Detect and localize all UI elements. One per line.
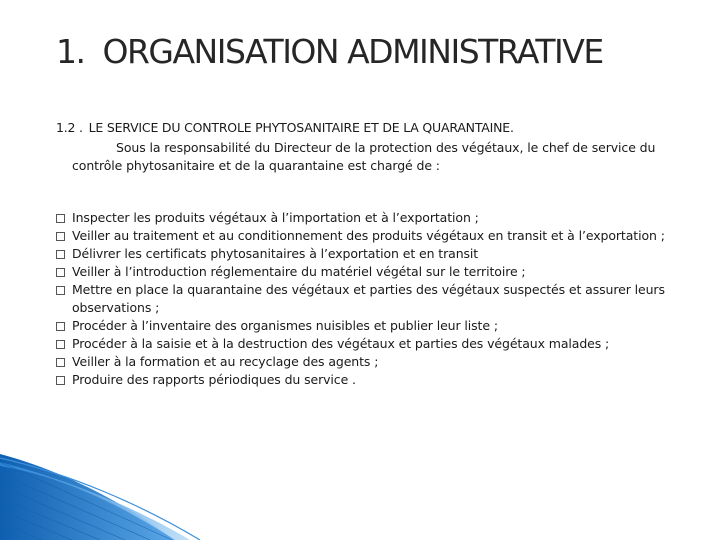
checkbox-bullet-icon: [56, 340, 65, 349]
list-item-text: Veiller à l’introduction réglementaire du matériel végétal sur le territoire ;: [72, 264, 526, 279]
decorative-wave-graphic: [0, 440, 720, 540]
title-number: 1.: [56, 32, 85, 71]
checkbox-bullet-icon: [56, 322, 65, 331]
list-item-text: Procéder à l’inventaire des organismes nuisibles et publier leur liste ;: [72, 318, 498, 333]
list-item: [56, 353, 676, 371]
list-item-text: Délivrer les certificats phytosanitaires à l’exportation et en transit: [72, 246, 479, 261]
list-item: [56, 245, 676, 263]
checkbox-bullet-icon: [56, 250, 65, 259]
list-item-text: Mettre en place la quarantaine des végétaux et parties des végétaux suspectés et assurer leurs observations ;: [72, 282, 665, 315]
section-heading: [56, 120, 514, 135]
checkbox-bullet-icon: [56, 268, 65, 277]
list-item-text: Veiller à la formation et au recyclage des agents ;: [72, 354, 379, 369]
section-number: 1.2 .: [56, 120, 83, 135]
list-item-text: Inspecter les produits végétaux à l’importation et à l’exportation ;: [72, 210, 479, 225]
duties-list: [56, 209, 676, 389]
checkbox-bullet-icon: [56, 358, 65, 367]
list-item: [56, 209, 676, 227]
checkbox-bullet-icon: [56, 376, 65, 385]
list-item: [56, 263, 676, 281]
section-title: LE SERVICE DU CONTROLE PHYTOSANITAIRE ET DE LA QUARANTAINE.: [88, 120, 514, 135]
list-item: [56, 335, 676, 353]
list-item-text: Procéder à la saisie et à la destruction des végétaux et parties des végétaux malades ;: [72, 336, 610, 351]
list-item-text: Produire des rapports périodiques du service .: [72, 372, 356, 387]
slide-title: [56, 32, 603, 71]
title-text: ORGANISATION ADMINISTRATIVE: [102, 32, 603, 71]
list-item: [56, 281, 676, 317]
list-item: [56, 371, 676, 389]
checkbox-bullet-icon: [56, 232, 65, 241]
checkbox-bullet-icon: [56, 286, 65, 295]
list-item: [56, 227, 676, 245]
checkbox-bullet-icon: [56, 214, 65, 223]
intro-paragraph: Sous la responsabilité du Directeur de la protection des végétaux, le chef de service du contrôle phytosanitaire et de la quarantaine est chargé de :: [72, 140, 656, 173]
list-item: [56, 317, 676, 335]
list-item-text: Veiller au traitement et au conditionnement des produits végétaux en transit et à l’exportation ;: [72, 228, 665, 243]
